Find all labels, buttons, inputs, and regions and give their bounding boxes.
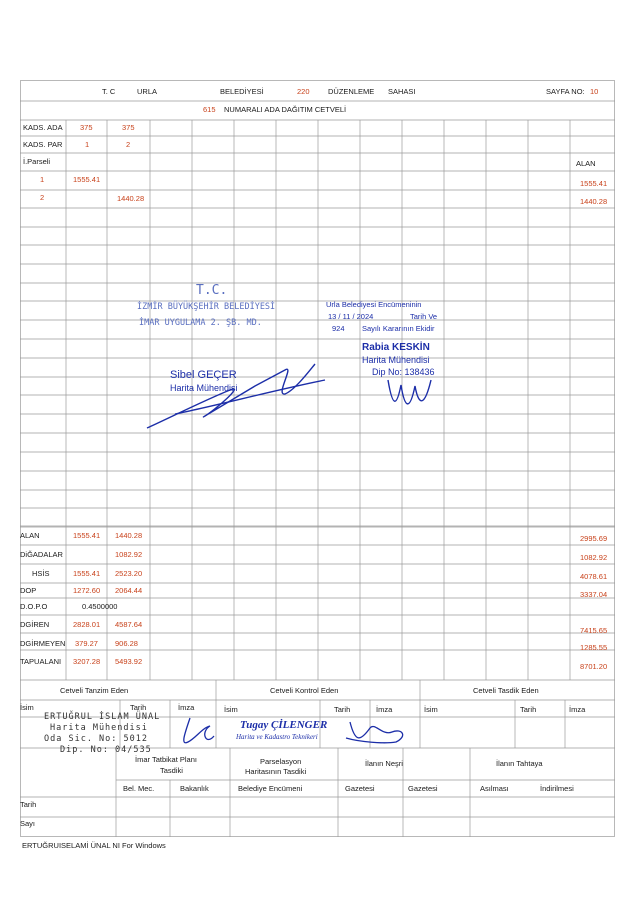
kads-ada-2: 375 [122, 123, 135, 132]
footer-tasdik: Cetveli Tasdik Eden [473, 686, 539, 695]
summary-digadalar-c2: 1082.92 [115, 550, 143, 559]
stamp-tc: T.C. [196, 283, 228, 298]
footer-kontrol: Cetveli Kontrol Eden [270, 686, 339, 695]
footer-gazetesi-2: Gazetesi [408, 784, 438, 793]
summary-tapualani-c1: 3207.28 [73, 657, 101, 666]
stamp-urla-no: 924 [332, 324, 345, 333]
footer-imza-3: İmza [569, 705, 586, 714]
label-alan-header: ALAN [576, 159, 596, 168]
signatures [135, 350, 455, 440]
label-kads-ada: KADS. ADA [23, 123, 63, 132]
header-tc: T. C [102, 87, 116, 96]
summary-label-hsis: HSİS [32, 569, 50, 578]
footer-tasdiki: Tasdiki [160, 766, 183, 775]
kads-ada-1: 375 [80, 123, 93, 132]
footer-gazetesi-1: Gazetesi [345, 784, 375, 793]
parsel-2-alan: 1440.28 [580, 197, 608, 206]
header-zone-number: 220 [297, 87, 310, 96]
summary-dgiren-c2: 4587.64 [115, 620, 143, 629]
footer-tarih-3: Tarih [520, 705, 537, 714]
page-number: 10 [590, 87, 599, 96]
summary-hsis-c2: 2523.20 [115, 569, 143, 578]
summary-label-dgirmeyen: DGİRMEYEN [20, 639, 66, 648]
summary-label-dop: DOP [20, 586, 37, 595]
summary-alan-c1: 1555.41 [73, 531, 101, 540]
summary-dgiren-c1: 2828.01 [73, 620, 101, 629]
stamp-tugay-title: Harita ve Kadastro Teknikeri [236, 733, 318, 741]
footer-imar-tatbikat: İmar Tatbikat Planı [135, 755, 197, 764]
stamp-izmir-line2: İMAR UYGULAMA 2. ŞB. MD. [139, 318, 262, 328]
summary-label-digadalar: DiĞADALAR [20, 550, 63, 559]
document-title: NUMARALI ADA DAĞITIM CETVELİ [224, 105, 347, 114]
stamp-sibel-title: Harita Mühendisi [170, 383, 238, 393]
stamp-unal-line3: Oda Sic. No: 5012 [44, 734, 148, 744]
parsel-1-col1: 1555.41 [73, 175, 101, 184]
footer-asilmasi: Asılması [480, 784, 509, 793]
footer-indirilmesi: İndirilmesi [540, 784, 574, 793]
summary-dop-c2: 2064.44 [115, 586, 143, 595]
summary-tapualani-c2: 5493.92 [115, 657, 143, 666]
stamp-rabia-title: Harita Mühendisi [362, 355, 430, 365]
summary-label-tapualani: TAPUALANI [20, 657, 62, 666]
footer-tarih-1: Tarih [130, 703, 147, 712]
summary-label-dopo: D.O.P.O [20, 602, 48, 611]
parsel-2: 2 [40, 193, 45, 202]
footer-belediye-encumeni: Belediye Encümeni [238, 784, 303, 793]
stamp-unal-line1: ERTUĞRUL İSLAM ÜNAL [44, 712, 161, 722]
summary-tapualani-total: 8701.20 [580, 662, 608, 671]
page-number-label: SAYFA NO: [546, 87, 585, 96]
stamp-urla-karar: Sayılı Kararının Ekidir [362, 324, 435, 333]
summary-dgirmeyen-total: 1285.55 [580, 643, 608, 652]
summary-alan-total: 2995.69 [580, 534, 608, 543]
header-duzenleme: DÜZENLEME [328, 87, 375, 96]
footer-row-tarih: Tarih [20, 800, 37, 809]
footer-ilanin-nesri: İlanın Neşri [365, 759, 403, 768]
header-belediyesi: BELEDİYESİ [220, 87, 264, 96]
footer-parselasyon: Parselasyon [260, 757, 302, 766]
stamp-urla-date: 13 / 11 / 2024 [328, 312, 374, 321]
document-sheet [20, 80, 615, 837]
footer-isim-2: İsim [224, 705, 238, 714]
software-credit: ERTUĞRUISELAMİ ÜNAL NI For Windows [22, 841, 166, 850]
stamp-urla-tarih: Tarih Ve [410, 312, 438, 321]
footer-imza-1: İmza [178, 703, 195, 712]
label-kads-par: KADS. PAR [23, 140, 63, 149]
header-municipality: URLA [137, 87, 158, 96]
summary-alan-c2: 1440.28 [115, 531, 143, 540]
footer-row-sayi: Sayı [20, 819, 36, 828]
summary-digadalar-total: 1082.92 [580, 553, 608, 562]
footer-ilanin-tahtaya: İlanın Tahtaya [496, 759, 543, 768]
stamp-urla-line1: Urla Belediyesi Encümeninin [326, 300, 422, 309]
summary-dop-total: 3337.04 [580, 590, 608, 599]
footer-isim-1: İsim [20, 703, 34, 712]
footer-tanzim: Cetveli Tanzim Eden [60, 686, 129, 695]
summary-label-dgiren: DGİREN [20, 620, 50, 629]
summary-hsis-total: 4078.61 [580, 572, 608, 581]
parsel-1-alan: 1555.41 [580, 179, 608, 188]
stamp-sibel-name: Sibel GEÇER [170, 369, 237, 381]
block-number: 615 [203, 105, 216, 114]
footer-haritasinin: Haritasının Tasdiki [245, 767, 307, 776]
summary-dop-c1: 1272.60 [73, 586, 101, 595]
stamp-unal-line4: Dip. No: 04/535 [60, 745, 152, 755]
stamp-tugay-name: Tugay ÇİLENGER [240, 719, 328, 731]
stamp-rabia-name: Rabia KESKİN [362, 342, 430, 353]
summary-dopo-c1: 0.4500000 [82, 602, 118, 611]
footer-tarih-2: Tarih [334, 705, 351, 714]
summary-hsis-c1: 1555.41 [73, 569, 101, 578]
parsel-2-col2: 1440.28 [117, 194, 145, 203]
header-sahasi: SAHASI [388, 87, 416, 96]
summary-dgirmeyen-c1: 379.27 [75, 639, 98, 648]
footer-bakanlik: Bakanlık [180, 784, 209, 793]
kads-par-2: 2 [126, 140, 131, 149]
stamp-rabia-dip: Dip No: 138436 [372, 367, 435, 377]
summary-dgiren-total: 7415.65 [580, 626, 608, 635]
kads-par-1: 1 [85, 140, 90, 149]
summary-dgirmeyen-c2: 906.28 [115, 639, 138, 648]
label-i-parseli: İ.Parseli [23, 157, 51, 166]
footer-isim-3: İsim [424, 705, 438, 714]
parsel-1: 1 [40, 175, 45, 184]
stamp-izmir-line1: İZMİR BÜYÜKŞEHİR BELEDİYESİ [137, 302, 276, 312]
footer-bel-mec: Bel. Mec. [123, 784, 155, 793]
summary-label-alan: ALAN [20, 531, 40, 540]
stamp-unal-line2: Harita Mühendisi [50, 723, 148, 733]
footer-imza-2: İmza [376, 705, 393, 714]
